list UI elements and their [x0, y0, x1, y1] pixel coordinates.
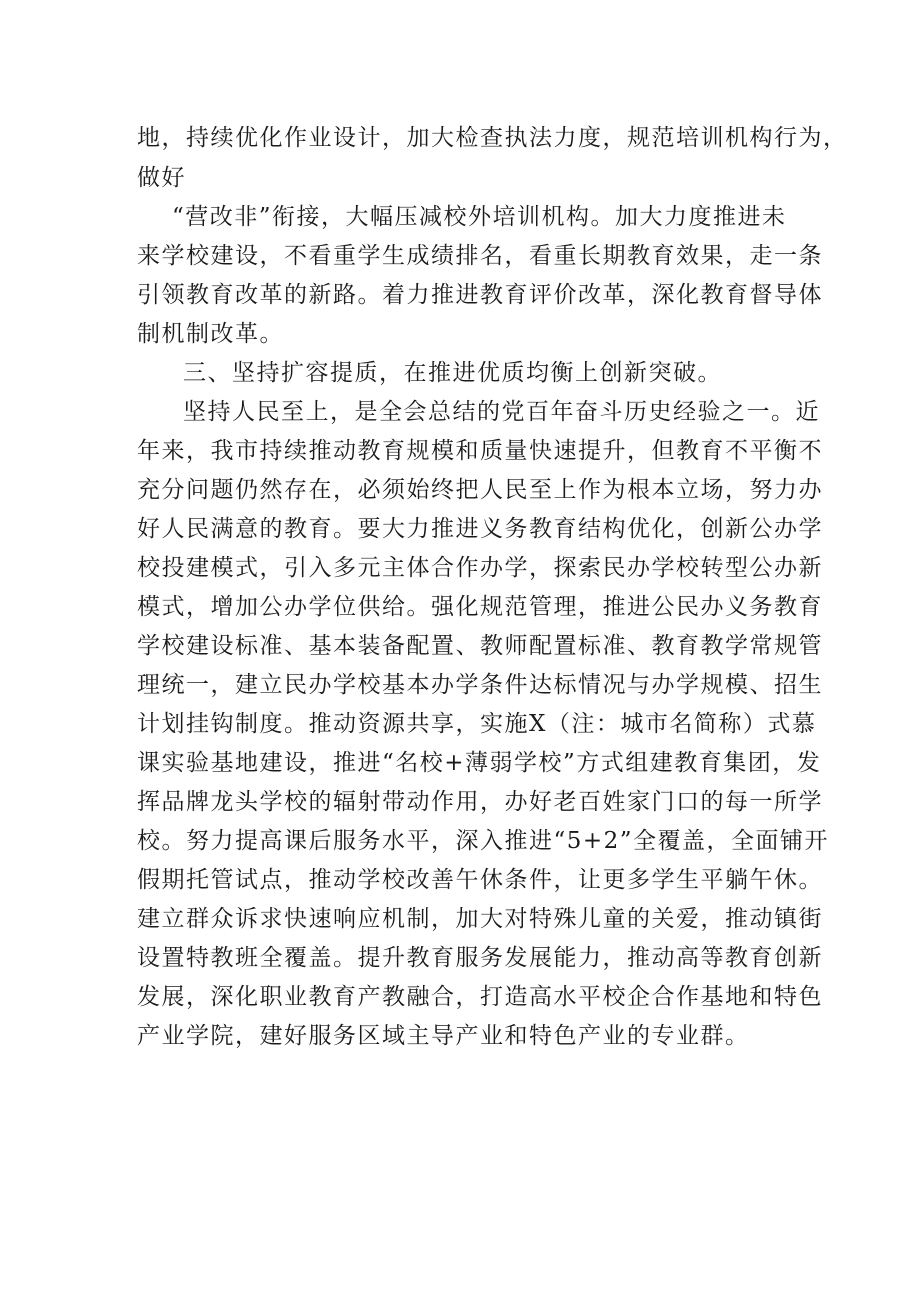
text-line: 产业学院，建好服务区域主导产业和特色产业的专业群。 — [137, 1023, 750, 1049]
text-line: 建立群众诉求快速响应机制，加大对特殊儿童的关爱，推动镇街 — [137, 906, 823, 932]
text-line: 学校建设标准、基本装备配置、教师配置标准、教育教学常规管 — [137, 633, 823, 659]
text-line: 来学校建设，不看重学生成绩排名，看重长期教育效果，走一条 — [137, 243, 823, 269]
text-line: 假期托管试点，推动学校改善午休条件，让更多学生平躺午休。 — [137, 867, 823, 893]
text-line: 设置特教班全覆盖。提升教育服务发展能力，推动高等教育创新 — [137, 945, 823, 971]
text-line: 好人民满意的教育。要大力推进义务教育结构优化，创新公办学 — [137, 516, 823, 542]
text-line: 做好 — [137, 165, 186, 191]
text-line: 制机制改革。 — [137, 321, 284, 347]
text-line: 模式，增加公办学位供给。强化规范管理，推进公民办义务教育 — [137, 594, 823, 620]
text-line: 引领教育改革的新路。着力推进教育评价改革，深化教育督导体 — [137, 282, 823, 308]
text-line: 坚持人民至上，是全会总结的党百年奋斗历史经验之一。近 — [183, 399, 820, 425]
text-line: 发展，深化职业教育产教融合，打造高水平校企合作基地和特色 — [137, 984, 823, 1010]
text-line: 充分问题仍然存在，必须始终把人民至上作为根本立场，努力办 — [137, 477, 823, 503]
text-line: 理统一，建立民办学校基本办学条件达标情况与办学规模、招生 — [137, 672, 823, 698]
text-line: 挥品牌龙头学校的辐射带动作用，办好老百姓家门口的每一所学 — [137, 789, 823, 815]
text-line: 课实验基地建设，推进“名校+薄弱学校”方式组建教育集团，发 — [137, 750, 822, 776]
text-line: 计划挂钩制度。推动资源共享，实施X（注：城市名简称）式慕 — [137, 711, 817, 737]
text-line: 校。努力提高课后服务水平，深入推进“5+2”全覆盖，全面铺开 — [137, 828, 830, 854]
text-line: 地，持续优化作业设计，加大检查执法力度，规范培训机构行为， — [137, 125, 848, 151]
section-heading: 三、坚持扩容提质，在推进优质均衡上创新突破。 — [183, 360, 722, 386]
text-line: 校投建模式，引入多元主体合作办学，探索民办学校转型公办新 — [137, 555, 823, 581]
text-line: “营改非”衔接，大幅压减校外培训机构。加大力度推进未 — [172, 204, 787, 230]
text-line: 年来，我市持续推动教育规模和质量快速提升，但教育不平衡不 — [137, 438, 823, 464]
